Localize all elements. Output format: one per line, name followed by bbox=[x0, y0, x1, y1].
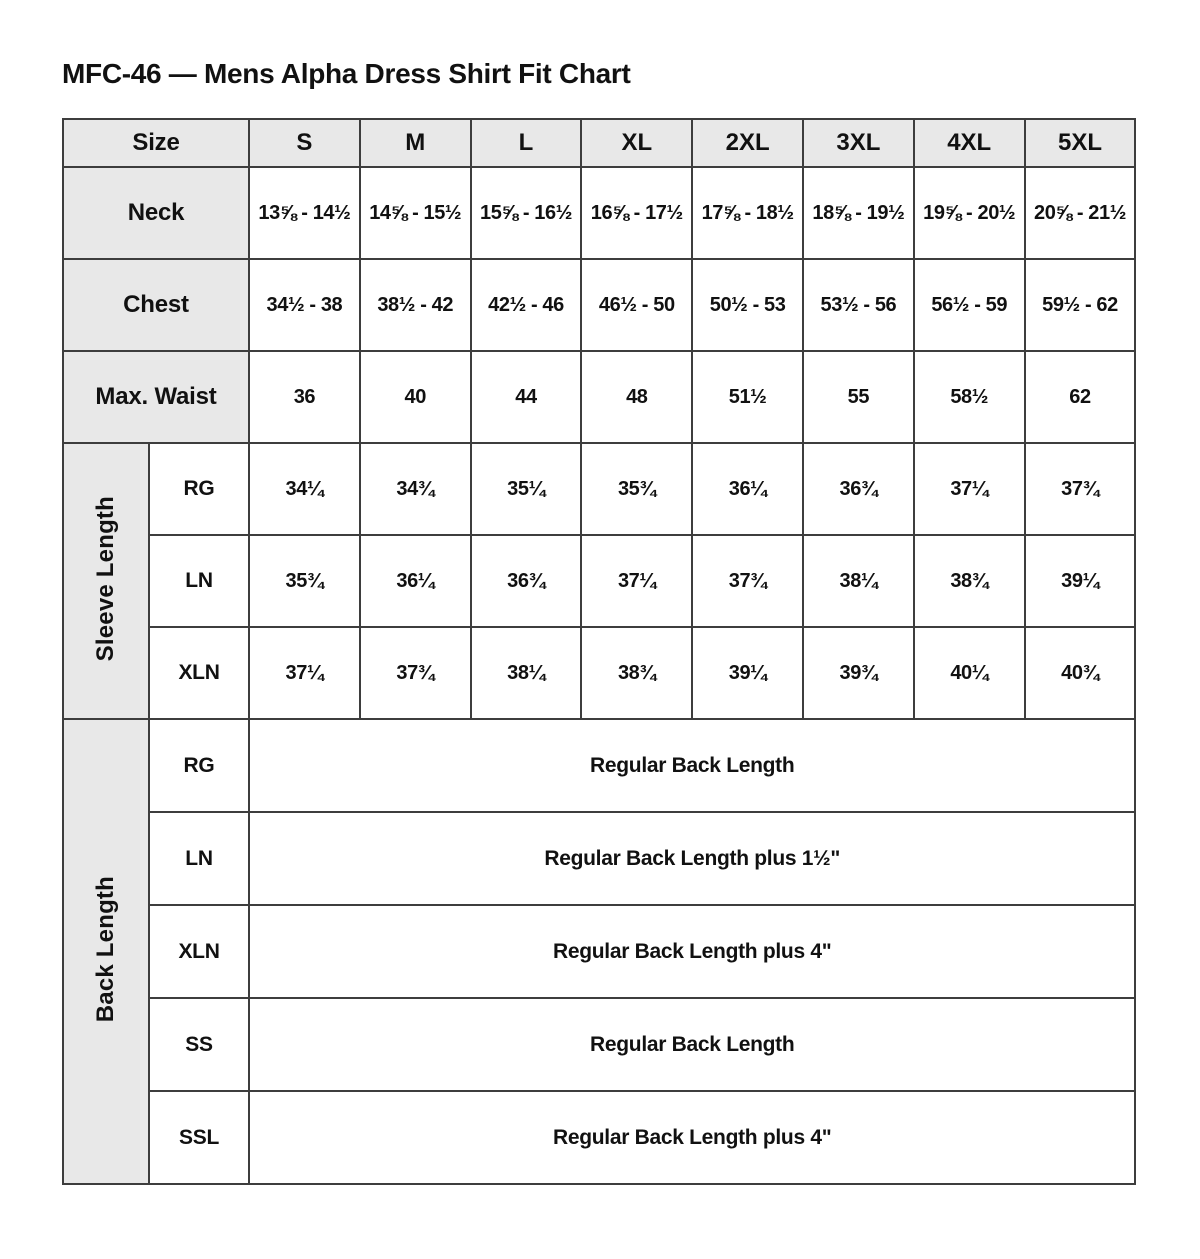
header-row bbox=[63, 119, 1135, 167]
max-waist-value-cell: 40 bbox=[360, 351, 471, 443]
sleeve-rg-value-cell: 36¼ bbox=[692, 443, 803, 535]
fit-chart-table bbox=[62, 118, 1136, 1185]
sleeve-rg-value-cell: 35¾ bbox=[581, 443, 692, 535]
sleeve-xln-value-cell: 37¾ bbox=[360, 627, 471, 719]
size-col-5xl: 5XL bbox=[1025, 119, 1136, 167]
chest-value-cell: 56½ - 59 bbox=[914, 259, 1025, 351]
sleeve-xln-value-cell: 40¼ bbox=[914, 627, 1025, 719]
size-header-cell: Size bbox=[63, 119, 249, 167]
back-ln-row bbox=[63, 812, 1135, 905]
max-waist-row bbox=[63, 351, 1135, 443]
sleeve-ln-value-cell: 38¾ bbox=[914, 535, 1025, 627]
sleeve-rg-value-cell: 34¾ bbox=[360, 443, 471, 535]
size-col-l: L bbox=[471, 119, 582, 167]
sleeve-ln-value-cell: 37¼ bbox=[581, 535, 692, 627]
chest-label: Chest bbox=[63, 259, 249, 351]
neck-value-cell: 20⅝ - 21½ bbox=[1025, 167, 1136, 259]
sleeve-length-label: Sleeve Length bbox=[92, 495, 119, 662]
size-col-s: S bbox=[249, 119, 360, 167]
max-waist-label: Max. Waist bbox=[63, 351, 249, 443]
back-length-label: Back Length bbox=[92, 875, 119, 1023]
sleeve-ln-value-cell: 39¼ bbox=[1025, 535, 1136, 627]
sleeve-xln-value-cell: 40¾ bbox=[1025, 627, 1136, 719]
chest-value-cell: 50½ - 53 bbox=[692, 259, 803, 351]
chest-value-cell: 42½ - 46 bbox=[471, 259, 582, 351]
back-ssl-text: Regular Back Length plus 4" bbox=[249, 1091, 1135, 1184]
max-waist-value-cell: 44 bbox=[471, 351, 582, 443]
neck-value-cell: 13⅝ - 14½ bbox=[249, 167, 360, 259]
back-xln-row bbox=[63, 905, 1135, 998]
neck-value-cell: 18⅝ - 19½ bbox=[803, 167, 914, 259]
size-col-4xl: 4XL bbox=[914, 119, 1025, 167]
back-rg-row bbox=[63, 719, 1135, 812]
max-waist-value-cell: 48 bbox=[581, 351, 692, 443]
sleeve-xln-code: XLN bbox=[149, 627, 249, 719]
sleeve-xln-value-cell: 37¼ bbox=[249, 627, 360, 719]
back-ssl-row bbox=[63, 1091, 1135, 1184]
back-ss-row bbox=[63, 998, 1135, 1091]
neck-row bbox=[63, 167, 1135, 259]
neck-label: Neck bbox=[63, 167, 249, 259]
back-rg-code: RG bbox=[149, 719, 249, 812]
sleeve-rg-code: RG bbox=[149, 443, 249, 535]
back-length-label-cell bbox=[63, 719, 149, 1184]
back-rg-text: Regular Back Length bbox=[249, 719, 1135, 812]
size-col-m: M bbox=[360, 119, 471, 167]
neck-value-cell: 17⅝ - 18½ bbox=[692, 167, 803, 259]
sleeve-rg-value-cell: 34¼ bbox=[249, 443, 360, 535]
sleeve-rg-value-cell: 37¼ bbox=[914, 443, 1025, 535]
sleeve-rg-row bbox=[63, 443, 1135, 535]
back-ln-code: LN bbox=[149, 812, 249, 905]
size-col-3xl: 3XL bbox=[803, 119, 914, 167]
sleeve-ln-value-cell: 36¼ bbox=[360, 535, 471, 627]
back-xln-text: Regular Back Length plus 4" bbox=[249, 905, 1135, 998]
sleeve-xln-value-cell: 38¼ bbox=[471, 627, 582, 719]
chest-value-cell: 34½ - 38 bbox=[249, 259, 360, 351]
neck-value-cell: 14⅝ - 15½ bbox=[360, 167, 471, 259]
sleeve-ln-row bbox=[63, 535, 1135, 627]
max-waist-value-cell: 58½ bbox=[914, 351, 1025, 443]
sleeve-ln-value-cell: 35¾ bbox=[249, 535, 360, 627]
sleeve-xln-value-cell: 39¼ bbox=[692, 627, 803, 719]
back-ssl-code: SSL bbox=[149, 1091, 249, 1184]
sleeve-xln-value-cell: 38¾ bbox=[581, 627, 692, 719]
neck-value-cell: 16⅝ - 17½ bbox=[581, 167, 692, 259]
back-ss-text: Regular Back Length bbox=[249, 998, 1135, 1091]
neck-value-cell: 19⅝ - 20½ bbox=[914, 167, 1025, 259]
sleeve-length-label-cell bbox=[63, 443, 149, 719]
back-xln-code: XLN bbox=[149, 905, 249, 998]
sleeve-ln-value-cell: 37¾ bbox=[692, 535, 803, 627]
max-waist-value-cell: 55 bbox=[803, 351, 914, 443]
chest-value-cell: 53½ - 56 bbox=[803, 259, 914, 351]
sleeve-ln-value-cell: 38¼ bbox=[803, 535, 914, 627]
chest-value-cell: 46½ - 50 bbox=[581, 259, 692, 351]
max-waist-value-cell: 62 bbox=[1025, 351, 1136, 443]
sleeve-ln-value-cell: 36¾ bbox=[471, 535, 582, 627]
sleeve-ln-code: LN bbox=[149, 535, 249, 627]
size-col-xl: XL bbox=[581, 119, 692, 167]
chest-row bbox=[63, 259, 1135, 351]
sleeve-xln-value-cell: 39¾ bbox=[803, 627, 914, 719]
chest-value-cell: 59½ - 62 bbox=[1025, 259, 1136, 351]
sleeve-rg-value-cell: 37¾ bbox=[1025, 443, 1136, 535]
chest-value-cell: 38½ - 42 bbox=[360, 259, 471, 351]
size-col-2xl: 2XL bbox=[692, 119, 803, 167]
page-title: MFC-46 — Mens Alpha Dress Shirt Fit Chart bbox=[62, 58, 631, 89]
back-ln-text: Regular Back Length plus 1½" bbox=[249, 812, 1135, 905]
sleeve-rg-value-cell: 35¼ bbox=[471, 443, 582, 535]
back-ss-code: SS bbox=[149, 998, 249, 1091]
sleeve-xln-row bbox=[63, 627, 1135, 719]
max-waist-value-cell: 36 bbox=[249, 351, 360, 443]
neck-value-cell: 15⅝ - 16½ bbox=[471, 167, 582, 259]
sleeve-rg-value-cell: 36¾ bbox=[803, 443, 914, 535]
max-waist-value-cell: 51½ bbox=[692, 351, 803, 443]
